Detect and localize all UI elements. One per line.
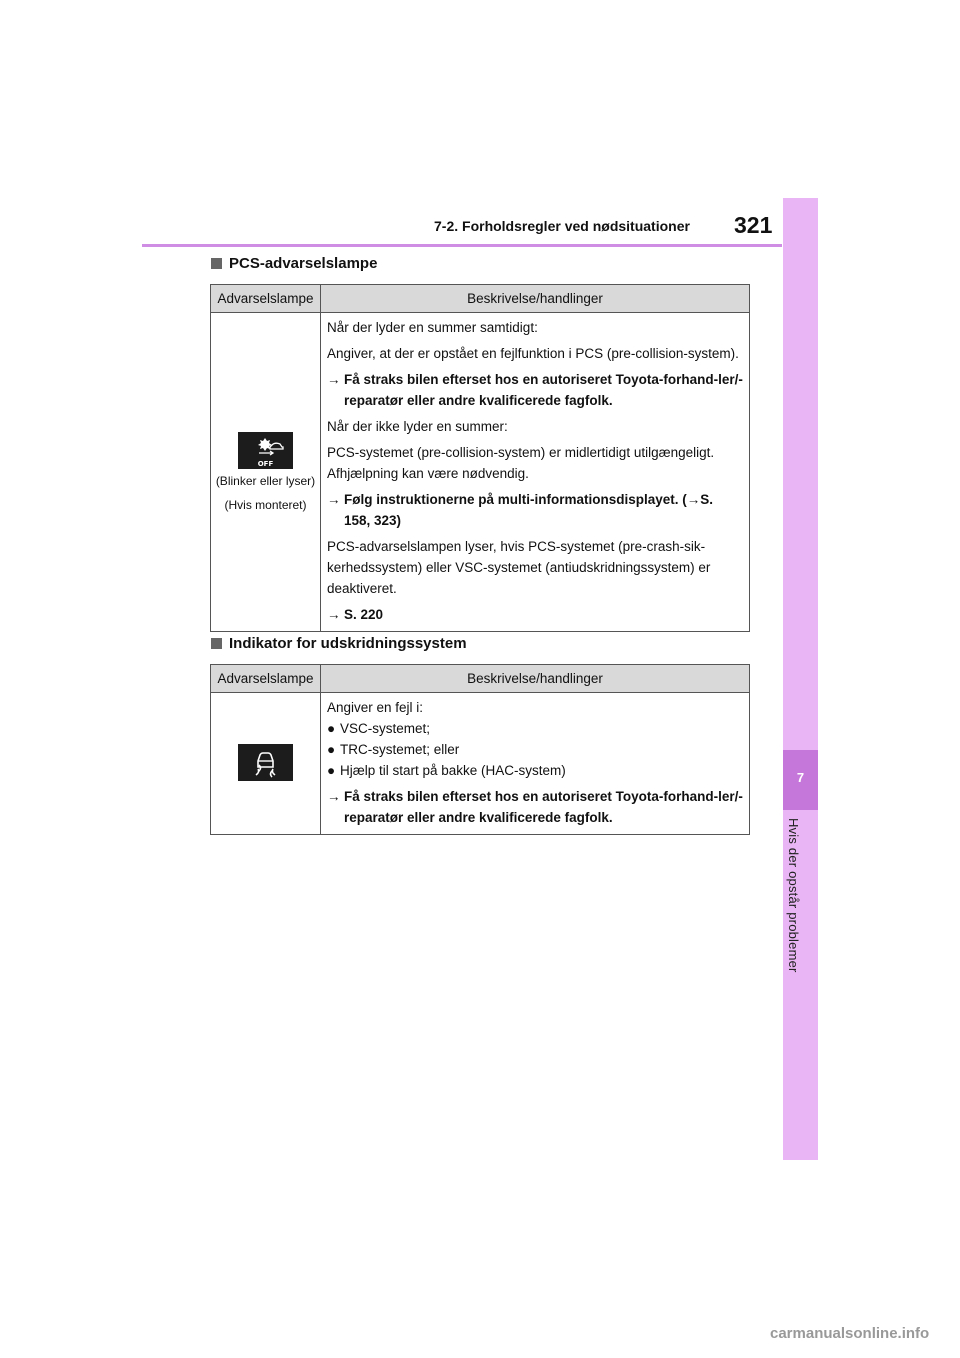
header-rule [142, 244, 782, 247]
description-text: Angiver en fejl i: [327, 700, 424, 715]
skid-indicator-icon [238, 744, 293, 781]
description-cell [321, 693, 750, 835]
description-text: Angiver, at der er opstået en fejlfunktion i PCS (pre-collision-system). [327, 346, 739, 361]
chapter-side-tab[interactable] [783, 198, 818, 1160]
pcs-table [210, 284, 750, 632]
watermark: carmanualsonline.info [770, 1325, 930, 1342]
table-header-row [211, 285, 750, 313]
svg-text:OFF: OFF [257, 460, 274, 468]
col-header-lamp: Advarselslampe [211, 665, 321, 693]
lamp-note: (Hvis monteret) [224, 498, 307, 512]
lamp-caption: (Blinker eller lyser) [215, 474, 316, 488]
list-item [327, 739, 743, 760]
pcs-off-icon [238, 432, 293, 469]
chapter-title: Hvis der opstår problemer [786, 818, 801, 973]
col-header-description: Beskrivelse/handlinger [321, 285, 750, 313]
arrow-icon: → [327, 789, 341, 804]
page-reference-link[interactable]: S. 220 [344, 607, 384, 622]
description-text: Når der ikke lyder en summer: [327, 419, 508, 434]
page-number: 321 [734, 212, 773, 238]
description-text: PCS-advarselslampen lyser, hvis PCS-systemet (pre-crash-sik-kerhedssystem) eller VSC-systemet (antiudskridningssystem) er deaktiveret. [327, 539, 711, 596]
chapter-number: 7 [796, 770, 805, 785]
section-header: 7-2. Forholdsregler ved nødsituationer [434, 218, 690, 234]
list-item [327, 718, 743, 739]
list-item-text: TRC-systemet; eller [340, 742, 460, 757]
description-text: Når der lyder en summer samtidigt: [327, 320, 538, 335]
list-item-text: VSC-systemet; [340, 721, 431, 736]
action-text: Få straks bilen efterset hos en autoriseret Toyota-forhand-ler/-reparatør eller andre kvalificerede fagfolk. [344, 789, 743, 825]
section-title-pcs-text: PCS-advarselslampe [229, 255, 378, 272]
bullet-icon: ● [327, 763, 336, 778]
action-text-link[interactable]: Følg instruktionerne på multi-informationsdisplayet. (→S. 158, 323) [344, 492, 714, 528]
skid-table [210, 664, 750, 835]
col-header-lamp: Advarselslampe [211, 285, 321, 313]
description-text: PCS-systemet (pre-collision-system) er midlertidigt utilgængeligt. [327, 445, 715, 460]
square-bullet-icon [211, 638, 222, 649]
bullet-icon: ● [327, 742, 336, 757]
section-title-skid-text: Indikator for udskridningssystem [229, 635, 467, 652]
action-line [327, 604, 743, 625]
bullet-icon: ● [327, 721, 336, 736]
lamp-cell [211, 693, 321, 835]
table-header-row [211, 665, 750, 693]
arrow-icon: → [327, 492, 341, 507]
square-bullet-icon [211, 258, 222, 269]
section-title-skid [211, 635, 467, 652]
description-text: Afhjælpning kan være nødvendig. [327, 466, 529, 481]
arrow-icon: → [327, 607, 341, 622]
table-row [211, 313, 750, 632]
list-item-text: Hjælp til start på bakke (HAC-system) [340, 763, 566, 778]
table-row [211, 693, 750, 835]
lamp-cell [211, 313, 321, 632]
action-line [327, 369, 743, 411]
col-header-description: Beskrivelse/handlinger [321, 665, 750, 693]
arrow-icon: → [327, 372, 341, 387]
action-line [327, 786, 743, 828]
list-item [327, 760, 743, 781]
description-cell [321, 313, 750, 632]
action-text: Få straks bilen efterset hos en autoriseret Toyota-forhand-ler/-reparatør eller andre kvalificerede fagfolk. [344, 372, 743, 408]
section-title-pcs [211, 255, 377, 272]
action-line [327, 489, 743, 531]
